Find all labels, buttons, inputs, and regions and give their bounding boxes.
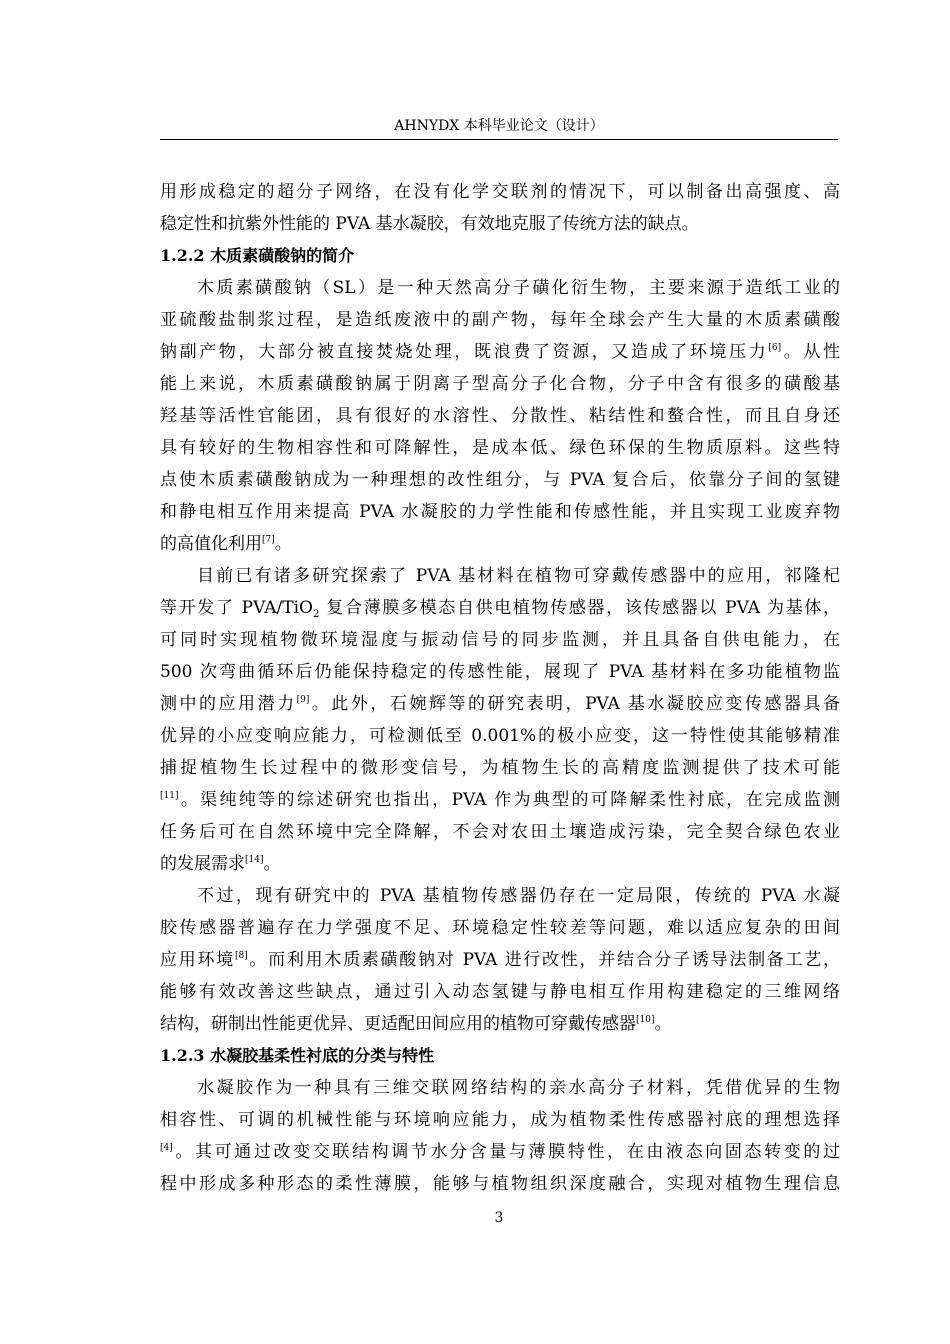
main-text: [160, 176, 840, 1200]
text-line: [160, 1104, 840, 1136]
text-line: [160, 848, 840, 880]
citation-ref: [9]: [296, 695, 310, 705]
text-run: 亚硫酸盐制浆过程，是造纸废液中的副产物，每年全球会产生大量的木质素磺酸: [160, 310, 840, 330]
citation-ref: [7]: [262, 535, 275, 545]
text-line: [160, 528, 840, 560]
text-run: 任务后可在自然环境中完全降解，不会对农田土壤造成污染，完全契合绿色农业: [160, 822, 840, 842]
text-run: 应用环境: [160, 950, 235, 970]
text-run: 和静电相互作用来提高 PVA 水凝胶的力学性能和传感性能，并且实现工业废弃物: [160, 502, 840, 522]
text-run: 的高值化利用: [160, 534, 262, 554]
text-run: 的发展需求: [160, 854, 245, 874]
text-line: [160, 656, 840, 688]
text-run: 用形成稳定的超分子网络，在没有化学交联剂的情况下，可以制备出高强度、高: [160, 182, 840, 202]
text-run: 500 次弯曲循环后仍能保持稳定的传感性能，展现了 PVA 基材料在多功能植物监: [160, 662, 840, 682]
subscript: 2: [312, 609, 320, 620]
running-header: AHNYDX 本科毕业论文（设计）: [394, 118, 604, 134]
text-line: [160, 624, 840, 656]
text-line: [160, 464, 840, 496]
text-line: [160, 688, 840, 720]
page-number: 3: [494, 1210, 504, 1226]
text-run: 程中形成多种形态的柔性薄膜，能够与植物组织深度融合，实现对植物生理信息: [160, 1174, 840, 1194]
text-run: 优异的小应变响应能力，可检测低至 0.001%的极小应变，这一特性使其能够精准: [160, 726, 840, 746]
text-line: [160, 432, 840, 464]
text-run: 不过，现有研究中的 PVA 基植物传感器仍存在一定局限，传统的 PVA 水凝: [197, 886, 840, 906]
text-line: [160, 1008, 840, 1040]
text-run: 测中的应用潜力: [160, 694, 297, 714]
text-run: 。: [654, 1014, 672, 1034]
text-line: [160, 912, 840, 944]
text-line: [160, 592, 840, 624]
text-run: 。从性: [781, 342, 840, 362]
citation-ref: [10]: [636, 1015, 655, 1025]
text-line: [160, 400, 840, 432]
text-run: 等开发了 PVA/TiO: [160, 598, 313, 618]
text-run: 结构，研制出性能更优异、更适配田间应用的植物可穿戴传感器: [160, 1014, 636, 1034]
text-run: 相容性、可调的机械性能与环境响应能力，成为植物柔性传感器衬底的理想选择: [160, 1110, 840, 1130]
text-run: 木质素磺酸钠（SL）是一种天然高分子磺化衍生物，主要来源于造纸工业的: [197, 278, 840, 298]
text-line: [160, 1136, 840, 1168]
text-line: [160, 784, 840, 816]
citation-ref: [14]: [245, 855, 264, 865]
text-run: 。: [274, 534, 292, 554]
text-run: 羟基等活性官能团，具有很好的水溶性、分散性、粘结性和螯合性，而且自身还: [160, 406, 840, 426]
text-run: 能上来说，木质素磺酸钠属于阴离子型高分子化合物，分子中含有很多的磺酸基: [160, 374, 840, 394]
text-line: [160, 944, 840, 976]
text-line: [160, 176, 840, 208]
citation-ref: [4]: [160, 1143, 173, 1153]
citation-ref: [8]: [234, 951, 248, 961]
header-rule: [160, 139, 838, 140]
text-line: [160, 336, 840, 368]
text-line: [160, 1168, 840, 1200]
text-run: 。: [263, 854, 281, 874]
citation-ref: [11]: [160, 791, 179, 801]
text-run: 可同时实现植物微环境湿度与振动信号的同步监测，并且具备自供电能力，在: [160, 630, 840, 650]
text-line: [160, 752, 840, 784]
text-run: 具有较好的生物相容性和可降解性，是成本低、绿色环保的生物质原料。这些特: [160, 438, 840, 458]
text-line: [160, 496, 840, 528]
text-run: 捕捉植物生长过程中的微形变信号，为植物生长的高精度监测提供了技术可能: [160, 758, 840, 778]
text-line: [160, 368, 840, 400]
text-run: 。渠纯纯等的综述研究也指出，PVA 作为典型的可降解柔性衬底，在完成监测: [178, 790, 840, 810]
text-run: 目前已有诸多研究探索了 PVA 基材料在植物可穿戴传感器中的应用，祁隆杞: [197, 566, 840, 586]
text-run: 点使木质素磺酸钠成为一种理想的改性组分，与 PVA 复合后，依靠分子间的氢键: [160, 470, 840, 490]
text-line: [160, 208, 840, 240]
text-line: [160, 880, 840, 912]
citation-ref: [6]: [768, 343, 782, 353]
section-heading: 1.2.3 水凝胶基柔性衬底的分类与特性: [160, 1046, 435, 1065]
text-run: 复合薄膜多模态自供电植物传感器，该传感器以 PVA 为基体，: [319, 598, 840, 618]
text-line: [160, 816, 840, 848]
text-line: [160, 1072, 840, 1104]
text-run: 。其可通过改变交联结构调节水分含量与薄膜特性，在由液态向固态转变的过: [172, 1142, 840, 1162]
text-line: [160, 304, 840, 336]
text-run: 钠副产物，大部分被直接焚烧处理，既浪费了资源，又造成了环境压力: [160, 342, 769, 362]
text-line: [160, 976, 840, 1008]
section-heading: 1.2.2 木质素磺酸钠的简介: [160, 246, 355, 265]
text-run: 胶传感器普遍存在力学强度不足、环境稳定性较差等问题，难以适应复杂的田间: [160, 918, 840, 938]
text-line: [160, 272, 840, 304]
text-run: 。此外，石婉辉等的研究表明，PVA 基水凝胶应变传感器具备: [309, 694, 840, 714]
text-run: 水凝胶作为一种具有三维交联网络结构的亲水高分子材料，凭借优异的生物: [197, 1078, 840, 1098]
text-run: 。而利用木质素磺酸钠对 PVA 进行改性，并结合分子诱导法制备工艺，: [247, 950, 841, 970]
text-line: [160, 560, 840, 592]
text-line: [160, 720, 840, 752]
text-run: 能够有效改善这些缺点，通过引入动态氢键与静电相互作用构建稳定的三维网络: [160, 982, 840, 1002]
text-run: 稳定性和抗紫外性能的 PVA 基水凝胶，有效地克服了传统方法的缺点。: [160, 214, 699, 234]
